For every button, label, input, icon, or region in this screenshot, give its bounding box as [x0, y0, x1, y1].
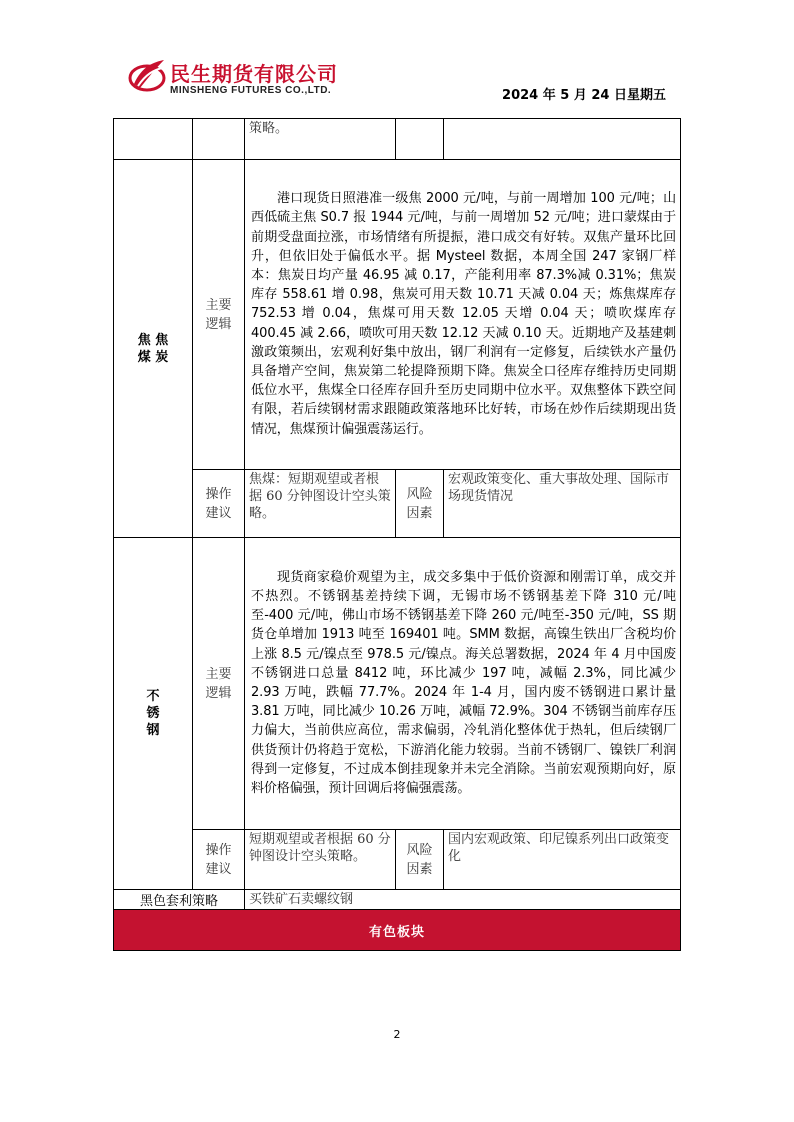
coke-category	[114, 160, 193, 538]
continuation-text: 策略。	[245, 119, 396, 160]
minsheng-logo-icon	[128, 56, 166, 94]
stainless-op-label: 操作 建议	[193, 830, 245, 890]
coke-logic-row	[114, 160, 681, 470]
coke-category-label: 焦 焦 煤 炭	[137, 332, 169, 365]
continuation-risk-cell	[444, 119, 681, 160]
company-logo	[128, 52, 368, 108]
coke-risk-label: 风险 因素	[396, 470, 444, 538]
stainless-category	[114, 538, 193, 890]
stainless-category-label: 不 锈 钢	[146, 689, 160, 738]
coke-logic-label: 主要 逻辑	[193, 160, 245, 470]
arbitrage-row	[114, 890, 681, 910]
coke-op-text: 焦煤：短期观望或者根据 60 分钟图设计空头策略。	[245, 470, 396, 538]
continuation-category-cell	[114, 119, 193, 160]
continuation-risk-label-cell	[396, 119, 444, 160]
stainless-logic-text: 现货商家稳价观望为主，成交多集中于低价资源和刚需订单，成交并不热烈。不锈钢基差持续下调，无锡市场不锈钢基差下降 310 元/吨至-400 元/吨，佛山市场不锈钢基差下降 260 元/吨至-350 元/吨，SS 期货仓单增加 1913 吨至 169401 吨。SMM 数据，高镍生铁出厂含税均价上涨 8.5 元/镍点至 978.5 元/镍点。海关总署数据，2024 年 4 月中国废不锈钢进口总量 8412 吨，环比减少 197 吨，减幅 2.3%，同比减少 2.93 万吨，跌幅 77.7%。2024 年 1-4 月，国内废不锈钢进口累计量 3.81 万吨，同比减少 10.26 万吨，减幅 72.9%。304 不锈钢当前库存压力偏大，当前供应高位，需求偏弱，冷轧消化整体优于热轧，但后续钢厂供货预计仍将趋于宽松，下游消化能力较弱。当前不锈钢厂、镍铁厂利润得到一定修复，不过成本倒挂现象并未完全消除。当前宏观预期向好，原料价格偏强，预计回调后将偏强震荡。	[245, 538, 681, 830]
section-banner: 有色板块	[114, 910, 681, 951]
coke-operation-row	[114, 470, 681, 538]
company-name-cn: 民生期货有限公司	[170, 62, 338, 86]
stainless-logic-label: 主要 逻辑	[193, 538, 245, 830]
section-banner-row	[114, 910, 681, 951]
page-number: 2	[393, 1028, 401, 1041]
report-date: 2024 年 5 月 24 日星期五	[502, 88, 666, 103]
continuation-label-cell	[193, 119, 245, 160]
strategy-table	[113, 118, 681, 951]
coke-logic-text: 港口现货日照港准一级焦 2000 元/吨，与前一周增加 100 元/吨；山西低硫主焦 S0.7 报 1944 元/吨，与前一周增加 52 元/吨；进口蒙煤由于前期受盘面拉涨，市场情绪有所提振，港口成交有好转。双焦产量环比回升，但依旧处于偏低水平。据 Mysteel 数据，本周全国 247 家钢厂样本：焦炭日均产量 46.95 减 0.17，产能利用率 87.3%减 0.31%；焦炭库存 558.61 增 0.98，焦炭可用天数 10.71 天减 0.04 天；炼焦煤库存 752.53 增 0.04，焦煤可用天数 12.05 天增 0.04 天；喷吹煤库存 400.45 减 2.66，喷吹可用天数 12.12 天减 0.10 天。近期地产及基建刺激政策频出，宏观利好集中放出，钢厂利润有一定修复，后续铁水产量仍具备增产空间，焦炭第二轮提降预期下降。焦炭全口径库存维持历史同期低位水平，焦煤全口径库存回升至历史同期中位水平。双焦整体下跌空间有限，若后续钢材需求跟随政策落地环比好转，市场在炒作后续期现出货情况，焦煤预计偏强震荡运行。	[245, 160, 681, 470]
stainless-op-text: 短期观望或者根据 60 分钟图设计空头策略。	[245, 830, 396, 890]
stainless-risk-text: 国内宏观政策、印尼镍系列出口政策变化	[444, 830, 681, 890]
company-name-en: MINSHENG FUTURES CO.,LTD.	[170, 85, 332, 96]
coke-op-label: 操作 建议	[193, 470, 245, 538]
arbitrage-value: 买铁矿石卖螺纹钢	[245, 890, 681, 910]
stainless-risk-label: 风险 因素	[396, 830, 444, 890]
stainless-logic-row	[114, 538, 681, 830]
coke-risk-text: 宏观政策变化、重大事故处理、国际市场现货情况	[444, 470, 681, 538]
stainless-operation-row	[114, 830, 681, 890]
continuation-row	[114, 119, 681, 160]
arbitrage-label: 黑色套利策略	[114, 890, 245, 910]
